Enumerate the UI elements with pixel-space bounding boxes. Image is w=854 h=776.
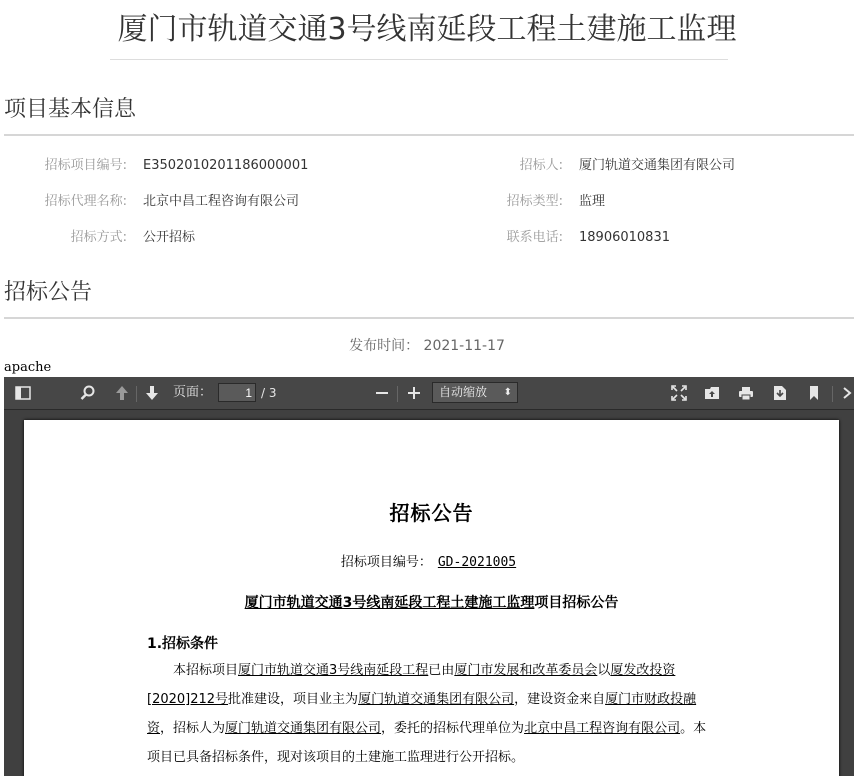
field-label: 招标人: [519, 158, 563, 173]
doc-text-underlined: 厦门轨道交通集团有限公司 [225, 721, 382, 736]
field-label: 招标类型: [506, 194, 563, 209]
doc-text-underlined: 厦门市发展和改革委员会 [454, 663, 598, 678]
zoom-out-icon[interactable] [372, 383, 392, 403]
toolbar-divider [832, 386, 833, 402]
field-label: 招标代理名称: [44, 194, 127, 209]
doc-text-underlined: 厦发改投资[2020]212号 [147, 663, 676, 707]
doc-section-heading: 1.招标条件 [147, 636, 219, 652]
doc-project-number-label: 招标项目编号： [340, 555, 432, 570]
page-total: / 3 [261, 386, 277, 400]
section-title-announcement: 招标公告 [4, 280, 93, 305]
field-label: 招标方式: [70, 230, 127, 245]
doc-text-underlined: 北京中昌工程咨询有限公司 [524, 721, 681, 736]
zoom-select[interactable] [432, 382, 518, 403]
zoom-in-icon[interactable] [404, 383, 424, 403]
bookmark-icon[interactable] [804, 383, 824, 403]
field-value: 监理 [579, 194, 606, 209]
previous-page-icon[interactable] [112, 383, 132, 403]
field-label: 联系电话: [506, 230, 563, 245]
open-file-icon[interactable] [702, 383, 722, 403]
field-value: 厦门轨道交通集团有限公司 [579, 158, 736, 173]
publish-time [0, 335, 854, 355]
page-label: 页面： [173, 385, 213, 400]
publish-time-label: 发布时间： [349, 338, 420, 354]
doc-text: 本招标项目 [173, 663, 239, 678]
section-divider [4, 317, 854, 319]
field-value: 18906010831 [579, 230, 670, 245]
toolbar-divider [136, 386, 137, 402]
doc-paragraph [147, 656, 717, 772]
title-divider [110, 59, 728, 60]
toolbar-divider [397, 386, 398, 402]
doc-text: ，建设资金来自 [514, 692, 606, 707]
page-number-input[interactable] [218, 383, 256, 402]
doc-text: ，招标人为 [160, 721, 226, 736]
doc-heading [24, 592, 839, 612]
sidebar-toggle-icon[interactable] [13, 383, 33, 403]
publish-time-value: 2021-11-17 [423, 338, 505, 354]
section-divider [4, 134, 854, 136]
doc-text: 以 [597, 663, 611, 678]
info-row [0, 192, 854, 212]
doc-text-underlined: 厦门市财政投融资 [147, 692, 697, 736]
next-page-icon[interactable] [142, 383, 162, 403]
info-row [0, 156, 854, 176]
print-icon[interactable] [736, 383, 756, 403]
doc-text: 已由 [428, 663, 455, 678]
info-row [0, 228, 854, 248]
doc-project-number-value: GD-2021005 [437, 555, 517, 570]
frame-label: apache [4, 360, 52, 375]
zoom-select-value: 自动缩放 [439, 385, 488, 399]
chevron-updown-icon: ⬍ [503, 387, 512, 398]
doc-heading-project: 厦门市轨道交通3号线南延段工程土建施工监理 [244, 595, 535, 611]
section-title-basic-info: 项目基本信息 [4, 97, 137, 122]
doc-text: 。本项目已具备招标条件，现对该项目的土建施工监理进行公开招标。 [147, 721, 707, 765]
page-title: 厦门市轨道交通3号线南延段工程土建施工监理 [117, 12, 737, 47]
doc-text: 批准建设，项目业主为 [228, 692, 359, 707]
doc-text: ，委托的招标代理单位为 [381, 721, 525, 736]
doc-text-underlined: 厦门市轨道交通3号线南延段工程 [238, 663, 429, 678]
field-value: E3502010201186000001 [143, 158, 309, 173]
field-label: 招标项目编号: [44, 158, 127, 173]
tools-icon[interactable] [840, 383, 854, 403]
search-icon[interactable] [78, 383, 98, 403]
pdf-viewer[interactable] [4, 377, 854, 776]
presentation-mode-icon[interactable] [669, 383, 689, 403]
field-value: 北京中昌工程咨询有限公司 [143, 194, 300, 209]
pdf-page [24, 420, 839, 776]
doc-heading-suffix: 项目招标公告 [534, 595, 619, 611]
doc-project-number [24, 551, 839, 570]
download-icon[interactable] [770, 383, 790, 403]
pdf-toolbar [4, 377, 854, 410]
doc-title: 招标公告 [389, 501, 474, 525]
field-value: 公开招标 [143, 230, 196, 245]
doc-text-underlined: 厦门轨道交通集团有限公司 [358, 692, 515, 707]
